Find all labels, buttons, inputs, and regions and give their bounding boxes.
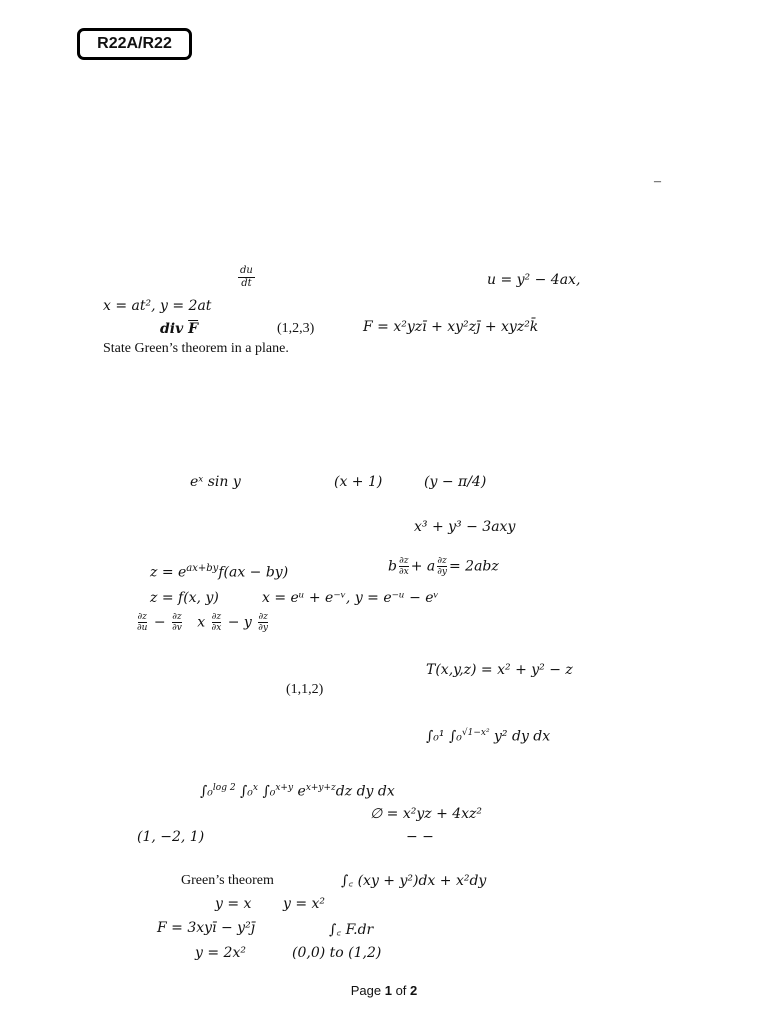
y-minus-pi: (y − π/4) bbox=[424, 474, 487, 490]
curve-y-x2: y = x² bbox=[283, 896, 326, 912]
line-integral: ∫꜀ (xy + y²)dx + x²dy bbox=[341, 873, 487, 889]
point-112: (1,1,2) bbox=[286, 682, 324, 697]
point-123: (1,2,3) bbox=[277, 321, 315, 336]
point-1-neg2-1: (1, −2, 1) bbox=[137, 829, 205, 845]
path-points: (0,0) to (1,2) bbox=[292, 945, 382, 961]
partial-derivative-expressions: $\frac{\partial z}{\partial u}$ − $\frac{\partial z}{\partial v}$ x $\frac{\partial z}{\partial x}$ − y $\frac{\partial z}{\partial y}$ bbox=[137, 612, 269, 633]
curve-y-x: y = x bbox=[215, 896, 252, 912]
phi-equation: ∅ = x²yz + 4xz² bbox=[370, 806, 483, 822]
z-f-xy: z = f(x, y) bbox=[150, 590, 219, 606]
x-y-parametric: x = at², y = 2at bbox=[103, 298, 212, 314]
f-dot-dr-integral: ∫꜀ F.dr bbox=[329, 922, 374, 938]
exp-sin-expression: eˣ sin y bbox=[190, 474, 241, 490]
exam-code-box: R22A/R22 bbox=[77, 28, 192, 60]
z-exp-equation: $z = e^{ax+by}f(ax - by)$ bbox=[150, 563, 289, 581]
du-dt-fraction: $\frac{du}{dt}$ bbox=[240, 265, 253, 289]
triple-integral: ∫₀$^{log 2}$ ∫₀$^x$ ∫₀$^{x+y}$ $e^{x+y+z}dz$ dy dx bbox=[200, 783, 395, 800]
double-integral: ∫₀¹ ∫₀$^{√1-x^2}$ y² dy dx bbox=[426, 728, 551, 745]
vector-f2-equation: F = 3xyī − y²j̄ bbox=[157, 920, 256, 936]
dash-marks: − − bbox=[406, 829, 434, 845]
page-footer: Page 1 of 2 bbox=[350, 983, 418, 998]
temperature-function: T(x,y,z) = x² + y² − z bbox=[426, 662, 573, 678]
cubic-expression: x³ + y³ − 3axy bbox=[414, 519, 516, 535]
u-equation: u = y² − 4ax, bbox=[487, 272, 581, 288]
pde-equation: b $\frac{\partial z}{\partial x}$ + a $\frac{\partial z}{\partial y}$ = 2abz bbox=[388, 556, 499, 577]
dash-mark: – bbox=[654, 174, 661, 189]
curve-y-2x2: y = 2x² bbox=[195, 945, 246, 961]
greens-theorem-statement: State Green’s theorem in a plane. bbox=[103, 341, 289, 356]
substitution-equations: x = eᵘ + e⁻ᵛ, y = e⁻ᵘ − eᵛ bbox=[262, 590, 439, 606]
greens-theorem-label: Green’s theorem bbox=[181, 873, 274, 888]
vector-f-equation: F = x²yzī + xy²zj̄ + xyz²k̄ bbox=[363, 319, 539, 335]
div-f-label: div $\overline{F}$ bbox=[160, 321, 199, 337]
x-plus-1: (x + 1) bbox=[334, 474, 383, 490]
